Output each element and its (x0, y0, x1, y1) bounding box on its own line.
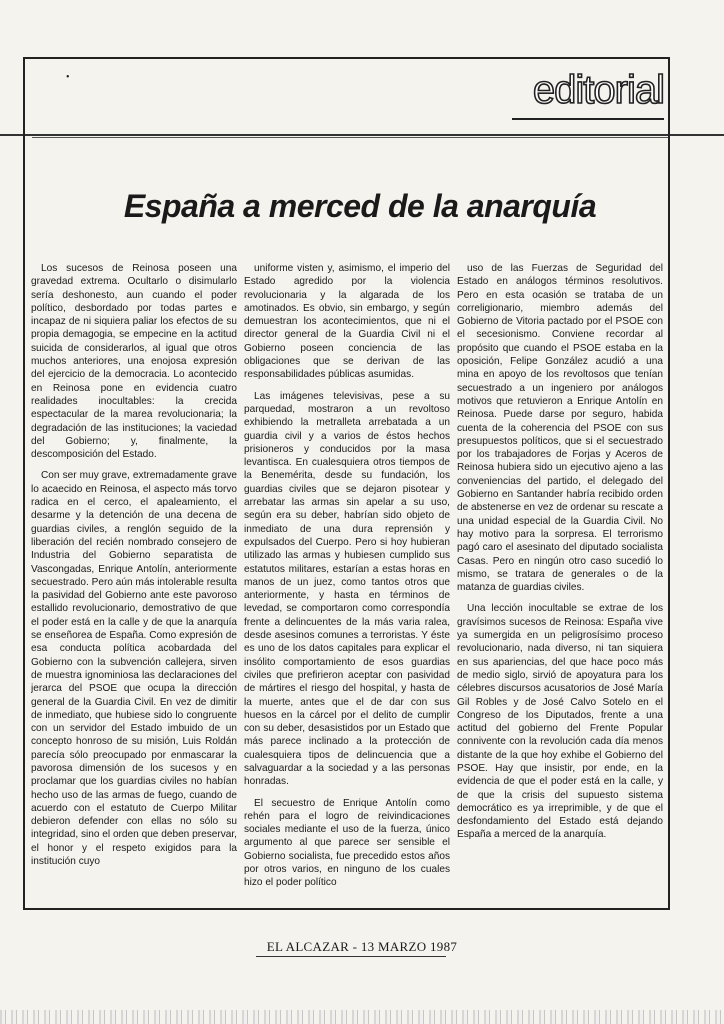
section-masthead: editorial (532, 68, 664, 112)
paragraph: El secuestro de Enrique Antolín como rehén para el logro de reivindicaciones sociales mediante el uso de la fuerza, único argumento al que parece ser sensible el Gobierno socialista, fue precedido estos años por otros varios, en ninguno de los cuales hizo el poder político (244, 797, 450, 889)
paragraph: uniforme visten y, asimismo, el imperio del Estado agredido por la violencia revolucionaria y la algarada de los amotinados. Es obvio, sin embargo, y según demuestran los acontecimientos, que ni el director general de la Guardia Civil ni el Gobierno poseen conciencia de las obligaciones que se derivan de las responsabilidades públicas asumidas. (244, 263, 450, 381)
column-2 (244, 262, 450, 902)
column-3 (457, 262, 663, 902)
paragraph: Los sucesos de Reinosa poseen una gravedad extrema. Ocultarlo o disimularlo sería deshonesto, aun cuando el poder político, desbordado por todas partes e incapaz de ni siquiera paliar los efectos de su propia demagogia, se empecine en la actitud suicida de considerarlos, al igual que otros muchos anteriores, una enojosa expresión del ejercicio de la democracia. Lo acontecido en Reinosa pone en evidencia cuatro realidades inocultables: la crecida espectacular de la marea revolucionaria; la degradación de las instituciones; la vaciedad del Gobierno; y, finalmente, la descomposición del Estado. (31, 263, 237, 461)
scan-edge (0, 1010, 724, 1024)
stray-mark: • (66, 72, 70, 83)
footer-underline (256, 956, 446, 957)
paragraph: Las imágenes televisivas, pese a su parquedad, mostraron a un revoltoso exhibiendo la metralleta arrebatada a un guardia civil y a varios de éstos hechos prisioneros y conducidos por la masa levantisca. En cualesquiera otros tiempos de la Benemérita, desde su fundación, los guardias civiles que se dejaron pisotear y arrebatar las armas sin apelar a su uso, según era su deber, habrían sido objeto de inmediato de una dura reprensión y expulsados del Cuerpo. Pero si hoy hubieran utilizado las armas y hubiesen cumplido sus estatutos militares, estarían a estas horas en manos de un juez, como tantos otros que anteriormente, y hasta en términos de levedad, se comportaron como correspondía frente a delincuentes de la más varia ralea, desde asesinos comunes a terroristas. Y éste es uno de los datos capitales para explicar el insólito comportamiento de esos guardias civiles que prefirieron aceptar con pasividad de mártires el riesgo del hospital, y hasta de la muerte, antes que el de dar con sus huesos en la cárcel por el delito de cumplir con su deber, desasistidos por un Estado que más parece inclinado a la protección de cualesquiera tipos de delincuencia que a salvaguardar a la sociedad y a las personas honradas. (244, 390, 450, 788)
paragraph: uso de las Fuerzas de Seguridad del Estado en análogos términos resolutivos. Pero en esta ocasión se trataba de un correligionario, miembro además del Gobierno de Vitoria pactado por el PSOE con el secesionismo. Conviene recordar al propósito que cuando el PSOE estaba en la oposición, Felipe González acudió a una mina en apoyo de los revoltosos que tenían secuestrado a un ingeniero por análogos motivos que retuvieron a Enrique Antolín en Reinosa. Puede darse por seguro, habida cuenta de la coherencia del PSOE con sus presupuestos políticos, que si el secuestrado por los trabajadores de Forjas y Aceros de Reinosa hubiera sido un ejecutivo ajeno a las conveniencias del partido, el delegado del Gobierno en Santander habría recibido orden de abstenerse en vez de ordenar su rescate a una unidad especial de la Guardia Civil. No hay motivo para la sorpresa. El terrorismo pagó caro el asesinato del diputado socialista Casas. Pero en ningún otro caso sucedió lo mismo, se tratara de generales o de la matanza de guardias civiles. (457, 263, 663, 594)
paragraph: Una lección inocultable se extrae de los gravísimos sucesos de Reinosa: España vive ya sumergida en un peligrosísimo proceso revolucionario, nada diverso, ni tan siquiera en sus apariencias, del que hace poco más de medio siglo, sirvió de apoyatura para los célebres discursos acusatorios de José María Gil Robles y de José Calvo Sotelo en el Congreso de los Diputados, frente a una actitud del gobierno del Frente Popular connivente con la revolución cada día menos distante de la que hoy exhibe el Gobierno del PSOE. Hay que insistir, por ende, en la evidencia de que el poder está en la calle, y de que la crisis del supuesto sistema democrático es ya irreprimible, y de que el desfondamiento del Estado está dejando España a merced de la anarquía. (457, 603, 663, 841)
article-body (31, 262, 663, 902)
column-1 (31, 262, 237, 902)
publication-footer: EL ALCAZAR - 13 MARZO 1987 (266, 939, 458, 954)
paragraph: Con ser muy grave, extremadamente grave lo acaecido en Reinosa, el aspecto más torvo radica en el cerco, el apaleamiento, el desarme y la detención de una decena de guardias civiles, a renglón seguido de la liberación del recién nombrado consejero de Industria del Gobierno separatista de Vascongadas, Enrique Antolín, anteriormente secuestrado. Pero aún más intolerable resulta la pasividad del Gobierno ante este pavoroso estallido revolucionario, demostrativo de que el poder está en la calle y de que la anarquía se enseñorea de España. Como expresión de esa conducta política acobardada del Gobierno con la subvención callejera, sirven de muestra ignominiosa las declaraciones del jerarca del PSOE que ocupa la dirección general de la Guardia Civil. En vez de dimitir de inmediato, que hubiese sido lo congruente con un servidor del Estado imbuido de un concepto honroso de su misión, Luis Roldán parecía sólo preocupado por enmascarar la pavorosa dimensión de los sucesos y en proclamar que los guardias civiles no habían hecho uso de las armas de fuego, cuando de acuerdo con el estatuto de Cuerpo Militar debieron defender con ellas no sólo su integridad, sino el orden que deben preservar, el honor y el respeto exigidos para la institución cuyo (31, 470, 237, 868)
masthead-underline (512, 118, 664, 120)
article-headline: España a merced de la anarquía (123, 188, 597, 225)
inner-rule (32, 137, 668, 138)
